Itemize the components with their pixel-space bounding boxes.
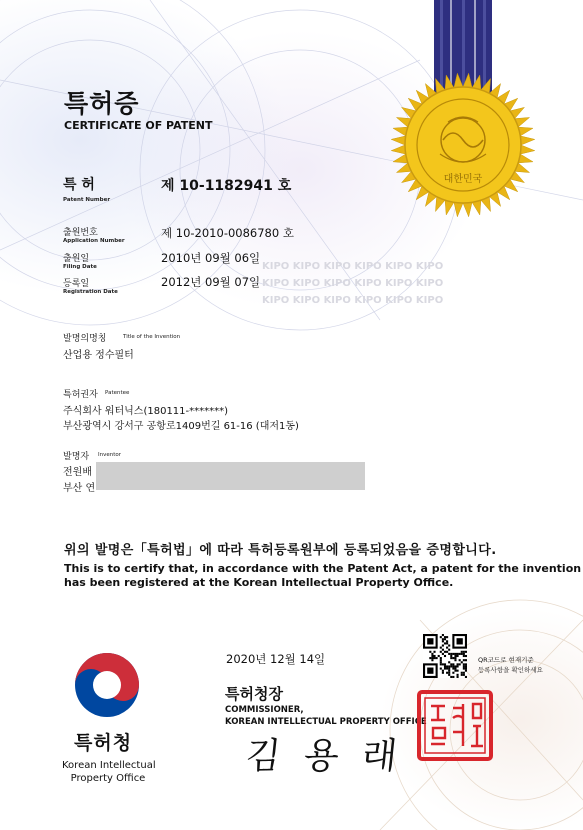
inventor-line-1: 전원배 bbox=[63, 467, 92, 478]
inventor-label-en: Inventor bbox=[98, 452, 122, 458]
certificate-title: 특허증 bbox=[64, 89, 140, 118]
patentee-label-en: Patentee bbox=[105, 390, 130, 396]
medal-ray bbox=[454, 202, 463, 216]
registration-date-label-en: Registration Date bbox=[63, 289, 118, 295]
kipo-watermark-pattern: KIPO KIPO KIPO KIPO KIPO KIPO KIPO KIPO KIPO KIPO KIPO KIPO KIPO KIPO KIPO KIPO KIPO KIPO bbox=[262, 261, 444, 306]
filing-date-value: 2010년 09월 06일 bbox=[161, 251, 261, 265]
redaction-block bbox=[96, 462, 365, 490]
registration-date-value: 2012년 09월 07일 bbox=[161, 275, 261, 289]
inventor-line-2: 부산 연 bbox=[63, 483, 96, 494]
commissioner-line-2: KOREAN INTELLECTUAL PROPERTY OFFICE bbox=[225, 717, 427, 727]
patentee-name: 주식회사 워터닉스(180111-*******) bbox=[63, 406, 229, 417]
filing-date-label: 출원일 bbox=[63, 254, 90, 264]
office-name-en-1: Korean Intellectual bbox=[62, 760, 156, 771]
office-name-ko: 특허청 bbox=[74, 732, 133, 754]
issue-date: 2020년 12월 14일 bbox=[226, 652, 326, 666]
qr-code bbox=[423, 634, 467, 678]
patent-number-label: 특 허 bbox=[63, 177, 95, 193]
medal-ray bbox=[520, 136, 534, 145]
qr-note-line-1: QR코드로 현재기준 bbox=[478, 656, 534, 664]
patentee-label: 특허권자 bbox=[63, 390, 98, 400]
patent-number-label-en: Patent Number bbox=[63, 197, 111, 203]
application-number-label-en: Application Number bbox=[63, 238, 125, 244]
certification-statement-ko: 위의 발명은「특허법」에 따라 특허등록원부에 등록되었음을 증명합니다. bbox=[64, 543, 497, 558]
medal-ray bbox=[463, 73, 472, 87]
registration-date-label: 등록일 bbox=[63, 279, 90, 289]
medal-ray bbox=[463, 202, 472, 216]
seal-text: 대한민국 bbox=[443, 174, 483, 185]
application-number-value: 제 10-2010-0086780 호 bbox=[161, 226, 294, 240]
certificate-title-en: CERTIFICATE OF PATENT bbox=[64, 119, 213, 132]
official-red-stamp bbox=[415, 688, 495, 763]
invention-title-label-en: Title of the Invention bbox=[123, 334, 181, 340]
invention-title-value: 산업용 정수필터 bbox=[63, 350, 134, 361]
application-number-label: 출원번호 bbox=[63, 228, 98, 238]
medal-ray bbox=[391, 136, 405, 145]
certification-statement-en-2: has been registered at the Korean Intellectual Property Office. bbox=[64, 576, 454, 589]
gold-seal-medal bbox=[388, 70, 538, 220]
office-name-en-2: Property Office bbox=[70, 773, 146, 784]
filing-date-label-en: Filing Date bbox=[63, 264, 97, 270]
certification-statement-en-1: This is to certify that, in accordance with the Patent Act, a patent for the invention bbox=[64, 562, 582, 575]
inventor-label: 발명자 bbox=[63, 452, 90, 462]
invention-title-label: 발명의명칭 bbox=[63, 334, 107, 344]
kipo-logo-icon bbox=[73, 651, 141, 719]
qr-note bbox=[478, 655, 543, 675]
commissioner-signature: 김 용 래 bbox=[243, 736, 406, 777]
patentee-address: 부산광역시 강서구 공항로1409번길 61-16 (대저1동) bbox=[63, 421, 299, 432]
medal-ray bbox=[391, 145, 405, 154]
medal-ray bbox=[520, 145, 534, 154]
qr-note-line-2: 등록사항을 확인하세요 bbox=[478, 666, 543, 674]
patent-number-value: 제 10-1182941 호 bbox=[161, 178, 292, 194]
commissioner-line-1: COMMISSIONER, bbox=[225, 705, 304, 715]
medal-ray bbox=[454, 73, 463, 87]
commissioner-title: 특허청장 bbox=[225, 685, 283, 703]
